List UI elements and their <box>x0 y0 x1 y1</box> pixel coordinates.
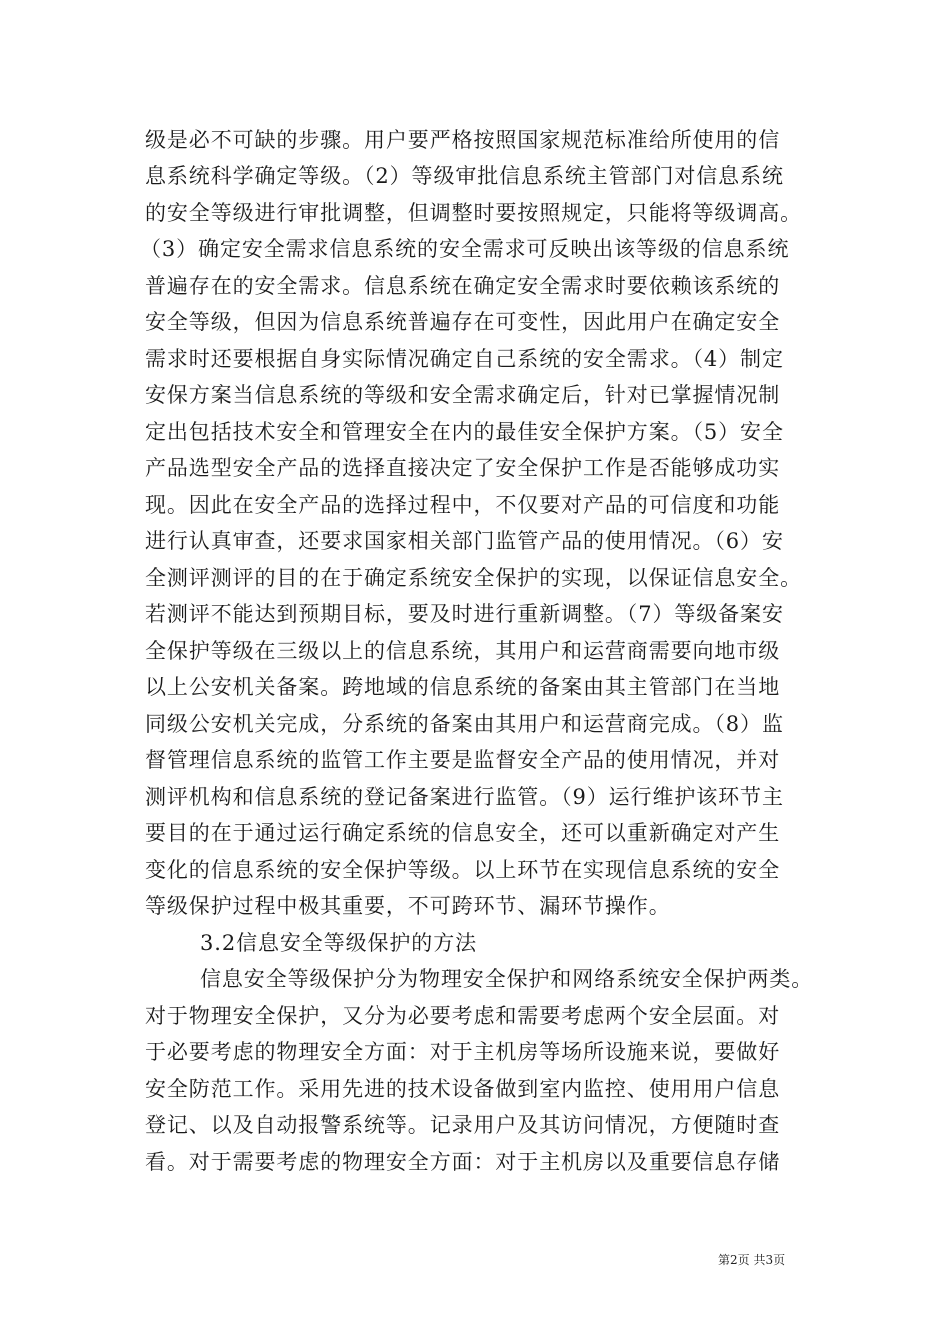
body-text-line: 登记、以及自动报警系统等。记录用户及其访问情况，方便随时查 <box>145 1113 781 1137</box>
body-text-line: 信息安全等级保护分为物理安全保护和网络系统安全保护两类。 <box>200 967 814 991</box>
body-text-line: 看。对于需要考虑的物理安全方面：对于主机房以及重要信息存储 <box>145 1150 781 1174</box>
body-text-line: 全测评测评的目的在于确定系统安全保护的实现，以保证信息安全。 <box>145 566 802 590</box>
section-heading: 3.2信息安全等级保护的方法 <box>200 931 477 955</box>
body-text-line: 级是必不可缺的步骤。用户要严格按照国家规范标准给所使用的信 <box>145 128 781 152</box>
body-text-line: 要目的在于通过运行确定系统的信息安全，还可以重新确定对产生 <box>145 821 781 845</box>
body-text-line: 测评机构和信息系统的登记备案进行监管。（9）运行维护该环节主 <box>145 785 784 809</box>
body-text-line: 以上公安机关备案。跨地域的信息系统的备案由其主管部门在当地 <box>145 675 781 699</box>
body-text-line: 督管理信息系统的监管工作主要是监督安全产品的使用情况，并对 <box>145 748 781 772</box>
body-text-line: 需求时还要根据自身实际情况确定自己系统的安全需求。（4）制定 <box>145 347 784 371</box>
body-text-line: 同级公安机关完成，分系统的备案由其用户和运营商完成。（8）监 <box>145 712 784 736</box>
body-text-line: （3）确定安全需求信息系统的安全需求可反映出该等级的信息系统 <box>140 237 790 261</box>
body-text-line: 全保护等级在三级以上的信息系统，其用户和运营商需要向地市级 <box>145 639 781 663</box>
body-text-line: 进行认真审查，还要求国家相关部门监管产品的使用情况。（6）安 <box>145 529 784 553</box>
body-text-line: 安保方案当信息系统的等级和安全需求确定后，针对已掌握情况制 <box>145 383 781 407</box>
body-text-line: 现。因此在安全产品的选择过程中，不仅要对产品的可信度和功能 <box>145 493 781 517</box>
body-text-line: 的安全等级进行审批调整，但调整时要按照规定，只能将等级调高。 <box>145 201 802 225</box>
body-text-line: 安全防范工作。采用先进的技术设备做到室内监控、使用用户信息 <box>145 1077 781 1101</box>
body-text-line: 对于物理安全保护，又分为必要考虑和需要考虑两个安全层面。对 <box>145 1004 781 1028</box>
body-text-line: 普遍存在的安全需求。信息系统在确定安全需求时要依赖该系统的 <box>145 274 781 298</box>
body-text-line: 变化的信息系统的安全保护等级。以上环节在实现信息系统的安全 <box>145 858 781 882</box>
body-text-line: 若测评不能达到预期目标，要及时进行重新调整。（7）等级备案安 <box>145 602 784 626</box>
page-number-footer: 第2页 共3页 <box>718 1253 786 1267</box>
body-text-line: 产品选型安全产品的选择直接决定了安全保护工作是否能够成功实 <box>145 456 781 480</box>
body-text-line: 等级保护过程中极其重要，不可跨环节、漏环节操作。 <box>145 894 671 918</box>
body-text-line: 定出包括技术安全和管理安全在内的最佳安全保护方案。（5）安全 <box>145 420 784 444</box>
body-text-line: 息系统科学确定等级。（2）等级审批信息系统主管部门对信息系统 <box>145 164 784 188</box>
body-text-line: 于必要考虑的物理安全方面：对于主机房等场所设施来说，要做好 <box>145 1040 781 1064</box>
body-text-line: 安全等级，但因为信息系统普遍存在可变性，因此用户在确定安全 <box>145 310 781 334</box>
